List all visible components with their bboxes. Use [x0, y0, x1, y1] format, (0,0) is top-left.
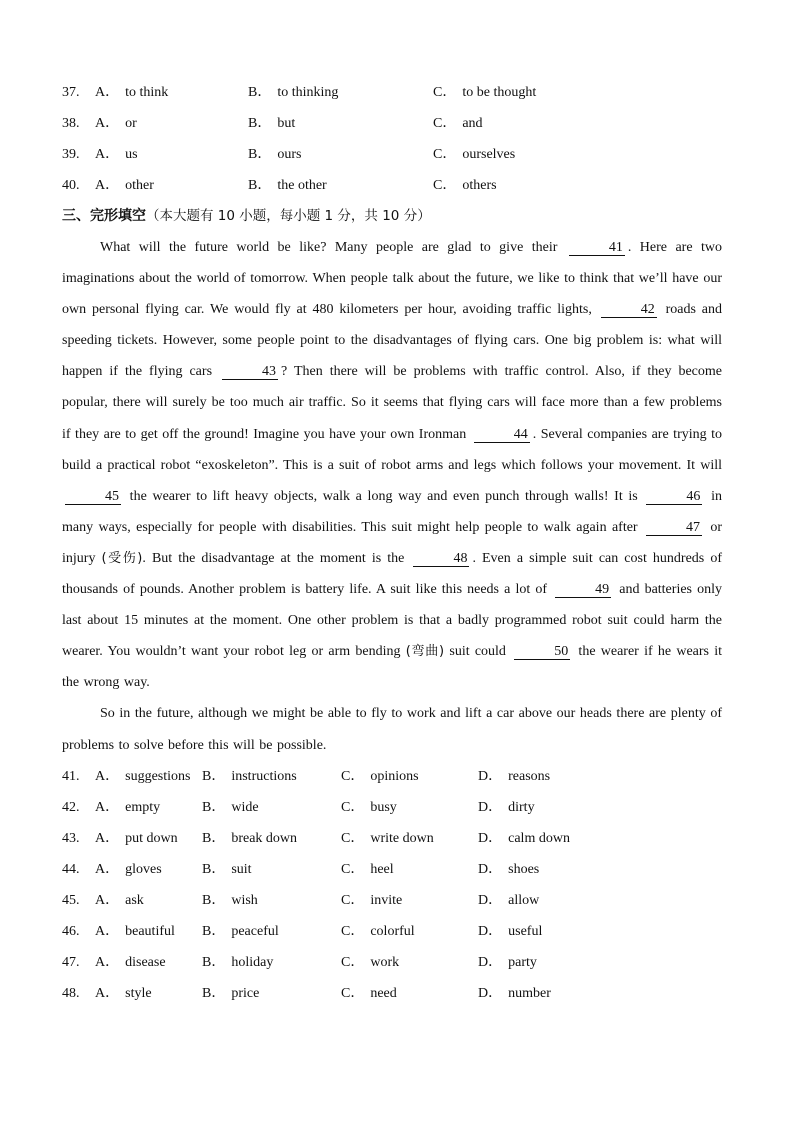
option-letter: D．: [478, 768, 503, 784]
option-text: reasons: [508, 768, 551, 784]
option-text: work: [370, 954, 400, 970]
option-text: or: [125, 116, 137, 131]
option-letter: A．: [95, 830, 120, 846]
passage-text: . Here are two imaginations about the world of tomorrow. When people talk about the future, we like to think that we’ll have our own personal flying car. We would fly at 480 kilometers per hour, avoiding traffic lights,: [62, 240, 722, 318]
option-letter: D．: [478, 799, 503, 815]
option-text: but: [277, 116, 296, 131]
option-text: heel: [370, 861, 394, 877]
passage-text: and batteries only last about 15 minutes at the moment. One other problem is that a badly programmed robot suit could harm the wearer. You wouldn’t want your robot leg or arm bending: [62, 582, 722, 660]
answer-option: [95, 978, 152, 1009]
option-letter: C．: [341, 954, 365, 970]
option-text: opinions: [370, 768, 419, 784]
passage-text: the wearer to lift heavy objects, walk a long way and even punch through walls! It is: [124, 488, 644, 504]
question-row: [62, 916, 722, 947]
question-number: 38.: [62, 116, 80, 131]
question-list: [62, 761, 722, 1009]
option-text: colorful: [370, 923, 415, 939]
section-note: （本大题有 10 小题，每小题 1 分，共 10 分）: [146, 208, 431, 224]
top-question-list: [62, 77, 722, 201]
option-letter: C．: [433, 116, 457, 131]
answer-blank: 41: [569, 240, 625, 256]
option-letter: D．: [478, 830, 503, 846]
passage-text: What will the future world be like? Many people are glad to give their: [100, 240, 566, 255]
passage-paragraph-1: [62, 232, 722, 698]
question-row: [62, 978, 722, 1009]
option-text: suggestions: [125, 768, 191, 784]
option-text: beautiful: [125, 923, 175, 939]
question-row: [62, 885, 722, 916]
question-number: 48.: [62, 985, 80, 1001]
option-letter: C．: [341, 768, 365, 784]
answer-option: [202, 792, 259, 823]
answer-option: [341, 916, 415, 947]
option-text: the other: [277, 178, 327, 193]
option-text: price: [231, 985, 260, 1001]
passage-text: . Several companies are trying to build a practical robot “exoskeleton”. This is a suit of robot arms and legs which follows your movement. It will: [62, 426, 723, 473]
option-text: write down: [370, 830, 434, 846]
option-letter: B．: [202, 954, 226, 970]
answer-option: [248, 170, 327, 201]
answer-option: [202, 916, 279, 947]
option-text: break down: [231, 830, 298, 846]
option-letter: B．: [202, 768, 226, 784]
option-letter: C．: [433, 147, 457, 162]
answer-blank: 48: [413, 551, 469, 567]
option-letter: B．: [202, 923, 226, 939]
question-number: 46.: [62, 923, 80, 939]
option-text: busy: [370, 799, 397, 815]
answer-option: [95, 792, 160, 823]
answer-option: [341, 823, 434, 854]
answer-option: [433, 170, 497, 201]
option-letter: B．: [248, 147, 272, 162]
answer-option: [341, 792, 397, 823]
option-letter: A．: [95, 799, 120, 815]
answer-option: [478, 761, 550, 792]
option-letter: B．: [248, 178, 272, 193]
answer-option: [478, 947, 537, 978]
option-letter: A．: [95, 147, 120, 162]
answer-option: [248, 77, 338, 108]
answer-option: [95, 139, 138, 170]
answer-option: [95, 77, 168, 108]
question-number: 39.: [62, 147, 80, 162]
option-text: ask: [125, 892, 144, 908]
option-text: useful: [508, 923, 543, 939]
answer-option: [433, 77, 536, 108]
option-letter: C．: [341, 830, 365, 846]
question-number: 40.: [62, 178, 80, 193]
option-letter: A．: [95, 954, 120, 970]
option-text: empty: [125, 799, 161, 815]
answer-blank: 43: [222, 364, 278, 380]
answer-blank: 44: [474, 427, 530, 443]
question-number: 47.: [62, 954, 80, 970]
option-letter: A．: [95, 892, 120, 908]
answer-blank: 50: [514, 644, 570, 660]
option-letter: D．: [478, 985, 503, 1001]
option-letter: B．: [202, 799, 226, 815]
option-letter: B．: [202, 892, 226, 908]
answer-option: [95, 823, 178, 854]
answer-option: [95, 854, 162, 885]
option-text: ours: [277, 147, 302, 162]
option-letter: C．: [433, 85, 457, 100]
option-letter: A．: [95, 861, 120, 877]
answer-option: [248, 108, 295, 139]
question-number: 37.: [62, 85, 80, 100]
answer-option: [478, 792, 535, 823]
option-text: wish: [231, 892, 258, 908]
answer-option: [341, 854, 394, 885]
answer-blank: 45: [65, 489, 121, 505]
option-letter: A．: [95, 985, 120, 1001]
answer-blank: 49: [555, 582, 611, 598]
answer-option: [478, 978, 551, 1009]
answer-option: [478, 885, 539, 916]
question-row: [62, 139, 722, 170]
option-letter: A．: [95, 768, 120, 784]
answer-blank: 46: [646, 489, 702, 505]
question-row: [62, 823, 722, 854]
option-text: dirty: [508, 799, 535, 815]
question-row: [62, 761, 722, 792]
option-letter: B．: [202, 985, 226, 1001]
option-letter: C．: [341, 799, 365, 815]
passage-text: suit could: [444, 644, 512, 660]
answer-option: [95, 947, 166, 978]
question-row: [62, 854, 722, 885]
option-text: peaceful: [231, 923, 279, 939]
question-number: 44.: [62, 861, 80, 877]
section-title: 三、完形填空: [62, 208, 146, 224]
option-letter: C．: [433, 178, 457, 193]
question-number: 42.: [62, 799, 80, 815]
answer-blank: 42: [601, 302, 657, 318]
option-text: to be thought: [462, 85, 537, 100]
option-text: allow: [508, 892, 540, 908]
option-text: to think: [125, 85, 169, 100]
answer-option: [202, 978, 259, 1009]
option-text: to thinking: [277, 85, 339, 100]
option-text: party: [508, 954, 537, 970]
option-text: style: [125, 985, 152, 1001]
question-row: [62, 947, 722, 978]
answer-option: [433, 139, 515, 170]
question-row: [62, 77, 722, 108]
option-letter: A．: [95, 178, 120, 193]
answer-option: [341, 885, 402, 916]
answer-option: [95, 170, 154, 201]
option-text: and: [462, 116, 483, 131]
option-letter: A．: [95, 85, 120, 100]
question-row: [62, 792, 722, 823]
option-text: other: [125, 178, 154, 193]
option-text: ourselves: [462, 147, 516, 162]
option-text: us: [125, 147, 138, 162]
option-text: calm down: [508, 830, 570, 846]
answer-option: [341, 761, 419, 792]
option-letter: C．: [341, 861, 365, 877]
passage-text: ? Then there will be problems with traffic control. Also, if they become popular, there will surely be too much air traffic. So it seems that flying cars will face more than a few problems if they are to get off the ground! Imagine you have your own Ironman: [62, 364, 722, 442]
answer-option: [202, 885, 258, 916]
option-letter: C．: [341, 923, 365, 939]
answer-option: [248, 139, 301, 170]
answer-option: [202, 823, 297, 854]
option-letter: B．: [248, 85, 272, 100]
question-number: 41.: [62, 768, 80, 784]
option-letter: B．: [248, 116, 272, 131]
option-text: holiday: [231, 954, 274, 970]
answer-option: [95, 761, 190, 792]
option-letter: A．: [95, 923, 120, 939]
exam-page: [62, 77, 722, 1009]
option-letter: D．: [478, 954, 503, 970]
section-heading: [62, 201, 722, 232]
option-letter: C．: [341, 892, 365, 908]
passage-text: or injury: [62, 519, 722, 566]
option-text: gloves: [125, 861, 162, 877]
passage-paragraph-2: So in the future, although we might be able to fly to work and lift a car above our heads there are plenty of problems to solve before this will be possible.: [62, 706, 722, 753]
option-letter: B．: [202, 830, 226, 846]
option-letter: D．: [478, 861, 503, 877]
passage-text: the wearer if he wears it the wrong way.: [62, 644, 722, 691]
option-text: invite: [370, 892, 403, 908]
question-number: 45.: [62, 892, 80, 908]
passage-text: roads and speeding tickets. However, some people point to the disadvantages of flying cars. One big problem is: what will happen if the flying cars: [62, 302, 722, 380]
gloss-text: (弯曲): [405, 644, 445, 660]
option-text: need: [370, 985, 397, 1001]
option-letter: D．: [478, 892, 503, 908]
option-text: others: [462, 178, 497, 193]
answer-option: [95, 885, 144, 916]
passage-text: . Even a simple suit can cost hundreds of thousands of pounds. Another problem is battery life. A suit like this needs a lot of: [62, 550, 722, 598]
gloss-text: (受伤): [101, 550, 143, 566]
answer-option: [202, 947, 273, 978]
option-text: suit: [231, 861, 252, 877]
option-text: shoes: [508, 861, 540, 877]
answer-option: [341, 978, 397, 1009]
answer-option: [95, 108, 137, 139]
answer-option: [478, 823, 570, 854]
question-row: [62, 170, 722, 201]
option-letter: D．: [478, 923, 503, 939]
answer-blank: 47: [646, 520, 702, 536]
option-text: number: [508, 985, 551, 1001]
option-text: instructions: [231, 768, 297, 784]
question-row: [62, 108, 722, 139]
passage-text: in many ways, especially for people with disabilities. This suit might help people to walk again after: [62, 488, 722, 535]
option-text: put down: [125, 830, 178, 846]
answer-option: [95, 916, 175, 947]
option-text: disease: [125, 954, 166, 970]
cloze-passage: [62, 232, 722, 761]
answer-option: [478, 916, 542, 947]
answer-option: [202, 854, 252, 885]
option-text: wide: [231, 799, 259, 815]
answer-option: [478, 854, 539, 885]
passage-text: . But the disadvantage at the moment is the: [142, 550, 411, 566]
answer-option: [202, 761, 297, 792]
option-letter: B．: [202, 861, 226, 877]
answer-option: [341, 947, 399, 978]
option-letter: C．: [341, 985, 365, 1001]
answer-option: [433, 108, 483, 139]
option-letter: A．: [95, 116, 120, 131]
question-number: 43.: [62, 830, 80, 846]
